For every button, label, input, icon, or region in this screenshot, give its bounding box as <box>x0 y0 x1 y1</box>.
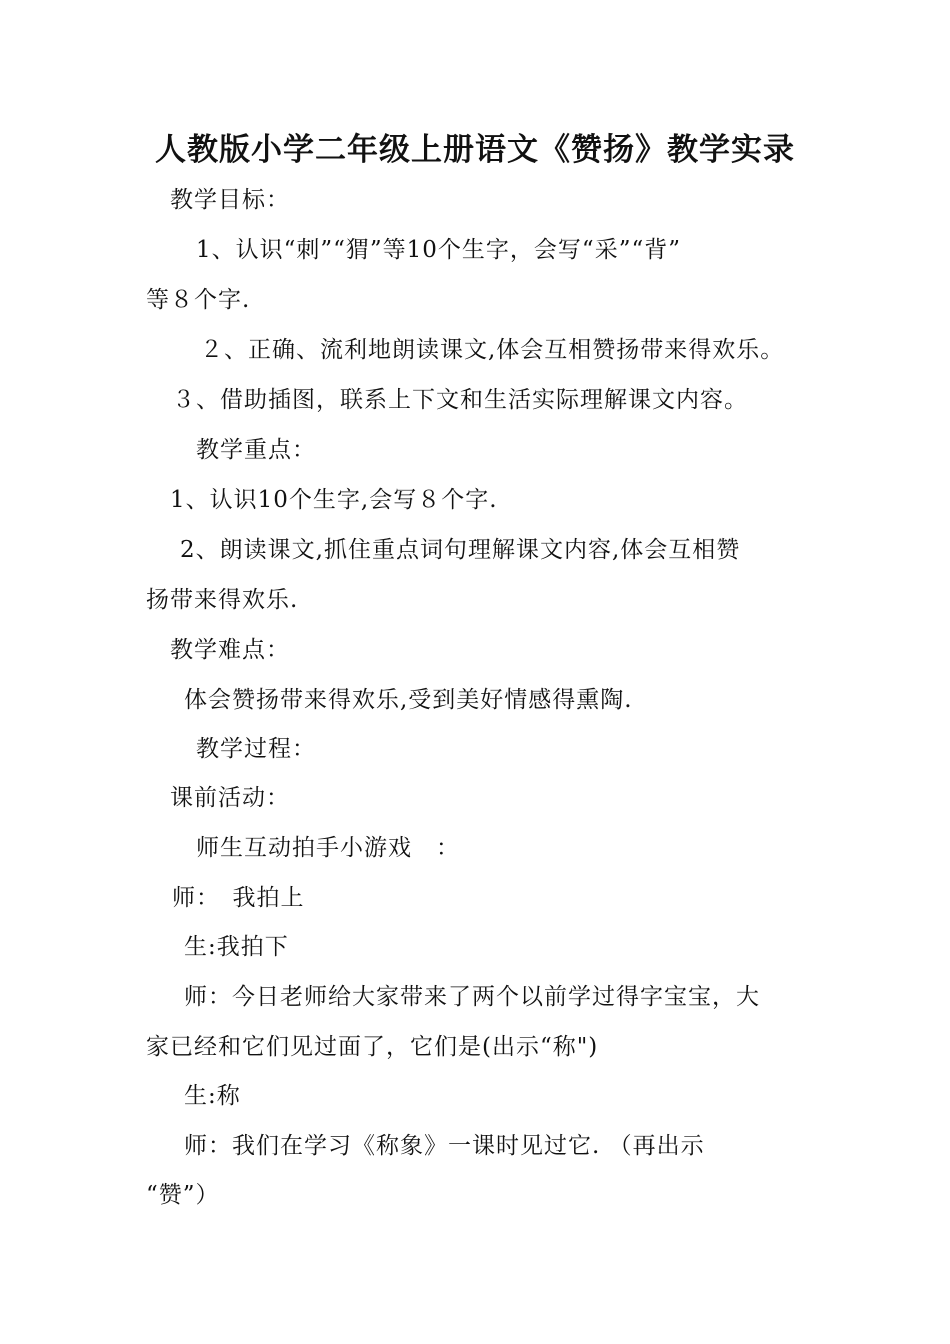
paragraph-line: 等８个字. <box>146 287 251 313</box>
section-heading-pre-class: 课前活动： <box>170 785 290 811</box>
section-heading-objectives: 教学目标： <box>170 187 290 213</box>
dialogue-line: 生:称 <box>184 1083 241 1109</box>
dialogue-line: 生:我拍下 <box>184 934 289 960</box>
dialogue-line: “赞”） <box>146 1182 220 1208</box>
paragraph-line: 体会赞扬带来得欢乐,受到美好情感得熏陶. <box>184 687 633 713</box>
section-heading-difficulties: 教学难点： <box>170 637 290 663</box>
dialogue-line: 家已经和它们见过面了，它们是(出示“称") <box>146 1034 599 1060</box>
dialogue-line: 师：我们在学习《称象》一课时见过它. （再出示 <box>184 1133 705 1159</box>
dialogue-line: 师：今日老师给大家带来了两个以前学过得字宝宝，大 <box>184 984 760 1010</box>
section-heading-process: 教学过程： <box>196 736 316 762</box>
paragraph-line: ３、借助插图，联系上下文和生活实际理解课文内容。 <box>172 387 748 413</box>
paragraph-line: 1、认识“刺”“猬”等10个生字，会写“采”“背” <box>196 237 681 263</box>
section-heading-key-points: 教学重点： <box>196 437 316 463</box>
paragraph-line: 2、朗读课文,抓住重点词句理解课文内容,体会互相赞 <box>180 537 741 563</box>
document-title: 人教版小学二年级上册语文《赞扬》教学实录 <box>155 132 795 168</box>
dialogue-line: 师： 我拍上 <box>172 885 305 911</box>
paragraph-line: 1、认识10个生字,会写８个字. <box>170 487 498 513</box>
paragraph-line: 师生互动拍手小游戏 ： <box>196 835 460 861</box>
paragraph-line: 扬带来得欢乐. <box>146 587 299 613</box>
paragraph-line: ２、正确、流利地朗读课文,体会互相赞扬带来得欢乐。 <box>200 337 785 363</box>
